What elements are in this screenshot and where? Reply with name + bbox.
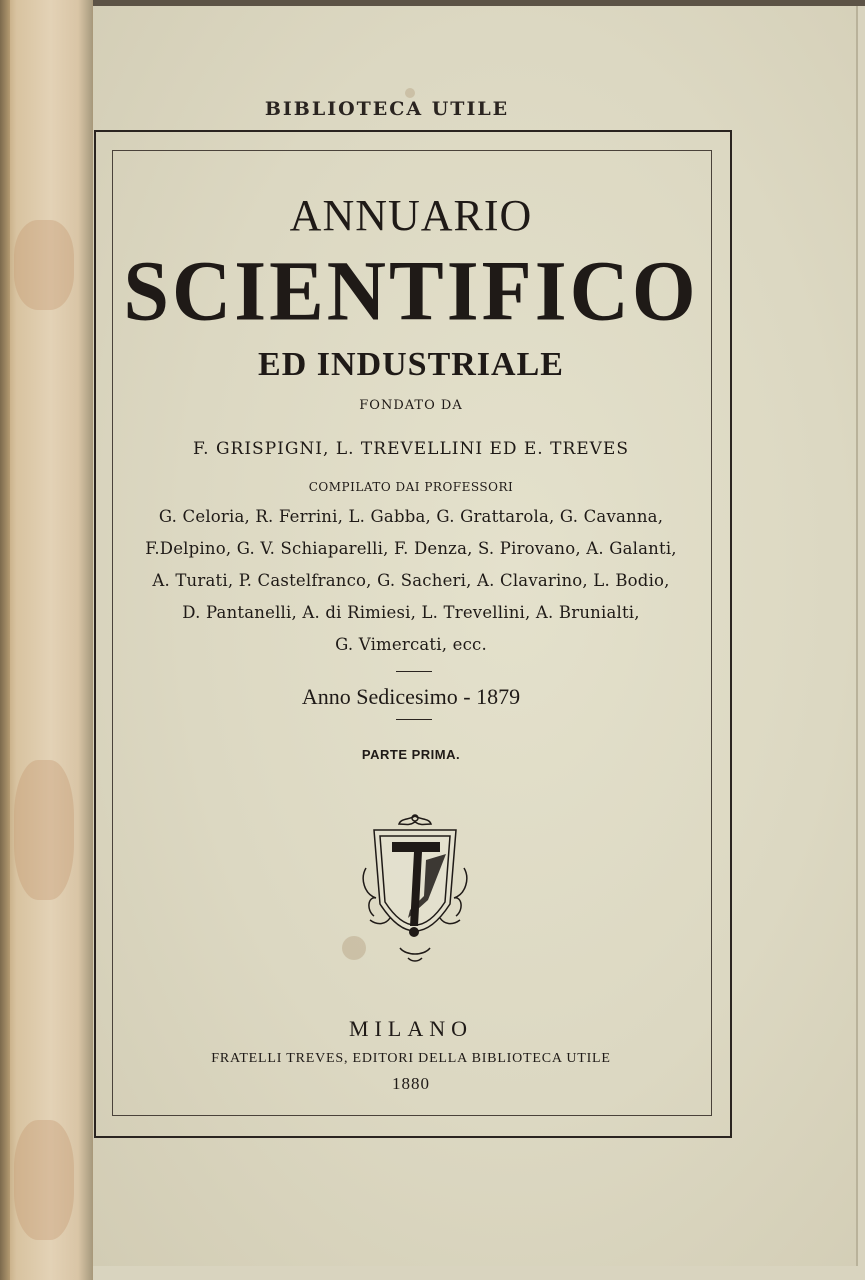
- imprint-year: 1880: [392, 1074, 430, 1093]
- professors-line: D. Pantanelli, A. di Rimiesi, L. Trevellini, A. Brunialti,: [182, 603, 640, 622]
- professors-line: A. Turati, P. Castelfranco, G. Sacheri, A. Clavarino, L. Bodio,: [152, 571, 670, 590]
- edition: Anno Sedicesimo - 1879: [301, 684, 521, 709]
- paper-stain: [405, 88, 415, 98]
- book-spine: [0, 0, 93, 1280]
- spine-stain: [14, 1120, 74, 1240]
- imprint-publisher: FRATELLI TREVES, EDITORI DELLA BIBLIOTECA UTILE: [211, 1051, 611, 1066]
- fondato-label: FONDATO DA: [359, 398, 463, 413]
- title-page-content: [112, 150, 710, 1114]
- series-title: BIBLIOTECA UTILE: [264, 98, 510, 120]
- professors-line: G. Celoria, R. Ferrini, L. Gabba, G. Grattarola, G. Cavanna,: [158, 507, 664, 526]
- treves-monogram-emblem-icon: [360, 808, 470, 968]
- founders: F. GRISPIGNI, L. TREVELLINI ED E. TREVES: [193, 439, 629, 459]
- spine-stain: [14, 220, 74, 310]
- spine-edge: [0, 0, 10, 1280]
- professors-line: F.Delpino, G. V. Schiaparelli, F. Denza, S. Pirovano, A. Galanti,: [145, 539, 677, 558]
- compilato-label: COMPILATO DAI PROFESSORI: [308, 480, 514, 494]
- title-annuario: ANNUARIO: [289, 191, 533, 240]
- spine-stain: [14, 760, 74, 900]
- cover-top-edge: [92, 0, 865, 6]
- title-scientifico: SCIENTIFICO: [123, 242, 699, 339]
- rule-bottom: [396, 719, 432, 720]
- professors-line: G. Vimercati, ecc.: [335, 635, 487, 654]
- part-label: PARTE PRIMA.: [361, 747, 461, 762]
- rule-top: [396, 671, 432, 672]
- title-industriale: ED INDUSTRIALE: [258, 346, 564, 383]
- imprint-city: MILANO: [349, 1016, 473, 1041]
